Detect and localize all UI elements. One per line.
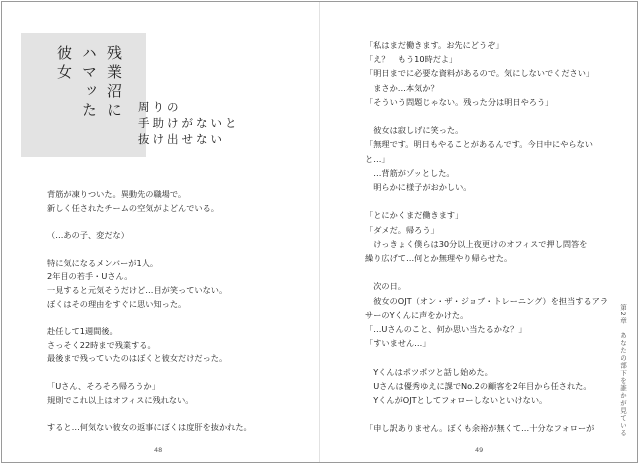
subtitle-line: 周りの [138, 100, 182, 114]
text-line: 「ダメだ。帰ろう」 [365, 224, 439, 235]
chapter-title-box [21, 33, 146, 157]
text-line: 繰り広げて…何とか無理やり帰らせた。 [365, 253, 513, 263]
text-line: …背筋がゾッとした。 [365, 167, 455, 178]
text-line: 明らかに様子がおかしい。 [365, 182, 472, 192]
text-line: 「そういう問題じゃない。残った分は明日やろう」 [365, 96, 554, 107]
running-head: 第2章 あなたの部下を誰かが見ている [619, 304, 627, 437]
text-line: 「とにかくまだ働きます」 [365, 210, 464, 221]
text-line: 2年目の若手・Uさん。 [47, 271, 133, 282]
text-line: 一見すると元気そうだけど…目が笑っていない。 [47, 284, 228, 295]
page-number-left: 48 [154, 446, 163, 454]
text-line: 新しく任されたチームの空気がよどんでいる。 [47, 202, 219, 213]
text-line: 背筋が凍りついた。異動先の職場で。 [47, 189, 187, 199]
text-line: 彼女は寂しげに笑った。 [365, 125, 464, 136]
text-line: 「…Uさんのこと、何か思い当たるかな？」 [365, 324, 527, 334]
text-line: Yくんはポツポツと話し始めた。 [365, 366, 493, 377]
right-page [320, 2, 637, 462]
text-line: 「明日までに必要な資料があるので。気にしないでください」 [365, 68, 595, 79]
text-line: 規則でこれ以上はオフィスに残れない。 [47, 394, 194, 405]
text-line: サーのYくんに声をかけた。 [365, 309, 469, 320]
chapter-title-line: 残業沼に [105, 45, 123, 121]
text-line: 「え？ もう10時だよ」 [365, 54, 458, 65]
chapter-title-line: 彼女 [55, 45, 73, 83]
page-number-right: 49 [475, 446, 484, 454]
text-line: けっきょく僕らは30分以上夜更けのオフィスで押し問答を [365, 238, 588, 249]
text-line: 「申し訳ありません。ぼくも余裕が無くて…十分なフォローが [365, 423, 595, 434]
chapter-title-line: ハマッた [80, 45, 98, 121]
text-line: 彼女のOJT（オン・ザ・ジョブ・トレーニング）を担当するアラ [365, 295, 609, 306]
text-line: 「すいません…」 [365, 338, 431, 349]
text-line: ぼくはその理由をすぐに思い知った。 [47, 298, 187, 309]
text-line: と…」 [365, 153, 390, 164]
text-line: 「私はまだ働きます。お先にどうぞ」 [365, 40, 504, 50]
text-line: 特に気になるメンバーが1人。 [47, 257, 159, 268]
text-line: 赴任して1週間後。 [47, 326, 118, 336]
text-line: 次の日。 [365, 281, 406, 292]
text-line: すると…何気ない彼女の返事にぼくは度肝を抜かれた。 [47, 421, 252, 432]
subtitle-line: 手助けがないと [138, 116, 240, 130]
left-page [2, 2, 319, 462]
subtitle-line: 抜け出せない [138, 132, 225, 146]
text-line: YくんがOJTとしてフォローしないといけない。 [365, 395, 548, 405]
text-line: さっそく22時まで残業する。 [47, 339, 156, 350]
text-line: （…あの子、変だな） [47, 230, 129, 241]
text-line: 「無理です。明日もやることがあるんです。今日中にやらない [365, 139, 593, 150]
text-line: まさか…本気か？ [365, 82, 439, 93]
text-line: Uさんは優秀ゆえに課でNo.2の顧客を2年目から任された。 [365, 380, 592, 391]
text-line: 最後まで残っていたのはぼくと彼女だけだった。 [47, 353, 228, 364]
text-line: 「Uさん、そろそろ帰ろうか」 [47, 380, 160, 391]
